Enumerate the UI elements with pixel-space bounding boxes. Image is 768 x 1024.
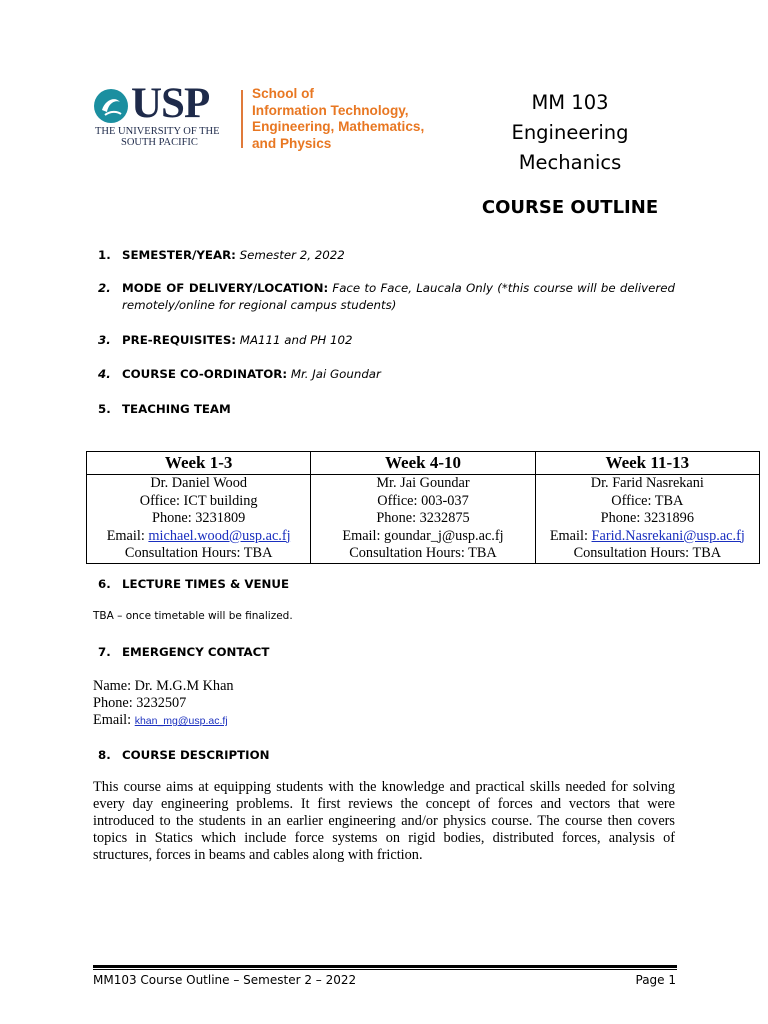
table-header: Week 4-10	[311, 452, 535, 475]
item-delivery	[98, 280, 675, 314]
item-number: 1.	[98, 248, 111, 262]
school-name-line: Engineering, Mathematics,	[252, 119, 425, 134]
school-name-line: School of	[252, 86, 314, 101]
email-link[interactable]: Farid.Nasrekani@usp.ac.fj	[591, 527, 745, 544]
item-emergency-contact	[98, 644, 675, 661]
item-lecture-times	[98, 576, 675, 593]
item-label: TEACHING TEAM	[122, 402, 231, 416]
email-prefix: Email:	[549, 527, 592, 544]
staff-name: Mr. Jai Goundar	[311, 475, 535, 493]
page-number: Page 1	[635, 973, 676, 987]
table-header: Week 1-3	[87, 452, 311, 475]
table-row	[87, 493, 760, 511]
staff-phone: Phone: 3231809	[87, 510, 311, 528]
item-course-description	[98, 747, 675, 764]
staff-office: Office: ICT building	[87, 493, 311, 511]
footer-rule	[93, 965, 677, 968]
teaching-team-table	[86, 451, 760, 564]
course-title	[470, 88, 670, 178]
emergency-contact-details	[93, 678, 234, 730]
email-prefix: Email:	[106, 527, 149, 544]
footer-title: MM103 Course Outline – Semester 2 – 2022	[93, 973, 357, 987]
course-title-line: Engineering	[511, 121, 629, 144]
course-description-text: This course aims at equipping students with the knowledge and practical skills needed for solving every day engineering problems. It first reviews the concept of forces and vectors that were introduced to the students in an earlier engineering and/or physics course. The course then covers topics in Statics which include force systems on rigid bodies, distributed forces, analysis of structures, forces in beams and cables along with friction.	[93, 779, 675, 863]
item-number: 8.	[98, 748, 111, 762]
footer-rule	[93, 969, 677, 970]
university-name-line1: THE UNIVERSITY OF THE	[95, 126, 220, 137]
course-code: MM 103	[531, 91, 609, 114]
staff-office: Office: 003-037	[311, 493, 535, 511]
item-label: PRE-REQUISITES:	[122, 333, 237, 347]
staff-phone: Phone: 3231896	[535, 510, 759, 528]
table-header: Week 11-13	[535, 452, 759, 475]
table-header-row	[87, 452, 760, 475]
item-number: 4.	[98, 367, 111, 381]
staff-consultation: Consultation Hours: TBA	[87, 545, 311, 563]
item-label: LECTURE TIMES & VENUE	[122, 577, 290, 591]
contact-email-link[interactable]: khan_mg@usp.ac.fj	[134, 715, 228, 727]
table-row	[87, 510, 760, 528]
table-row	[87, 528, 760, 546]
usp-emblem-icon	[93, 88, 129, 124]
staff-email-cell	[87, 528, 311, 546]
item-label: MODE OF DELIVERY/LOCATION:	[122, 281, 329, 295]
school-name-line: and Physics	[252, 135, 332, 151]
staff-email-cell	[311, 528, 535, 546]
school-name-line: Information Technology,	[252, 102, 409, 118]
item-label: SEMESTER/YEAR:	[122, 248, 236, 262]
contact-phone: Phone: 3232507	[93, 695, 187, 711]
staff-name: Dr. Farid Nasrekani	[535, 475, 759, 493]
university-name-line2: SOUTH PACIFIC	[121, 137, 198, 148]
item-label: EMERGENCY CONTACT	[122, 645, 270, 659]
item-number: 5.	[98, 402, 111, 416]
staff-phone: Phone: 3232875	[311, 510, 535, 528]
email-prefix: Email:	[342, 527, 385, 544]
email-prefix: Email:	[93, 712, 135, 728]
item-number: 7.	[98, 645, 111, 659]
staff-office: Office: TBA	[535, 493, 759, 511]
item-teaching-team	[98, 401, 675, 418]
table-row	[87, 475, 760, 493]
staff-email-cell	[535, 528, 759, 546]
document-heading: COURSE OUTLINE	[481, 197, 659, 218]
school-name	[252, 86, 424, 152]
staff-name: Dr. Daniel Wood	[87, 475, 311, 493]
item-number: 6.	[98, 577, 111, 591]
course-title-line: Mechanics	[518, 151, 622, 174]
item-label: COURSE CO-ORDINATOR:	[122, 367, 288, 381]
item-semester	[98, 247, 675, 264]
contact-name: Name: Dr. M.G.M Khan	[93, 678, 234, 694]
item-coordinator	[98, 366, 675, 383]
contact-email-line	[93, 712, 234, 730]
usp-logo	[93, 80, 453, 154]
staff-consultation: Consultation Hours: TBA	[535, 545, 759, 563]
email-link[interactable]: michael.wood@usp.ac.fj	[148, 527, 291, 544]
item-value: Semester 2, 2022	[239, 248, 345, 262]
item-number: 2.	[98, 281, 111, 295]
item-value: Mr. Jai Goundar	[290, 367, 381, 381]
item-value: Face to Face, Laucala Only (*this course will be delivered remotely/online for regional campus students)	[122, 281, 675, 312]
staff-consultation: Consultation Hours: TBA	[311, 545, 535, 563]
table-row	[87, 545, 760, 563]
email-text: goundar_j@usp.ac.fj	[384, 527, 504, 544]
logo-divider	[241, 90, 243, 148]
item-prerequisites	[98, 332, 675, 349]
lecture-times-note: TBA – once timetable will be finalized.	[93, 610, 293, 622]
item-value: MA111 and PH 102	[239, 333, 353, 347]
usp-wordmark: USP	[131, 80, 210, 127]
item-number: 3.	[98, 333, 111, 347]
item-label: COURSE DESCRIPTION	[122, 748, 270, 762]
